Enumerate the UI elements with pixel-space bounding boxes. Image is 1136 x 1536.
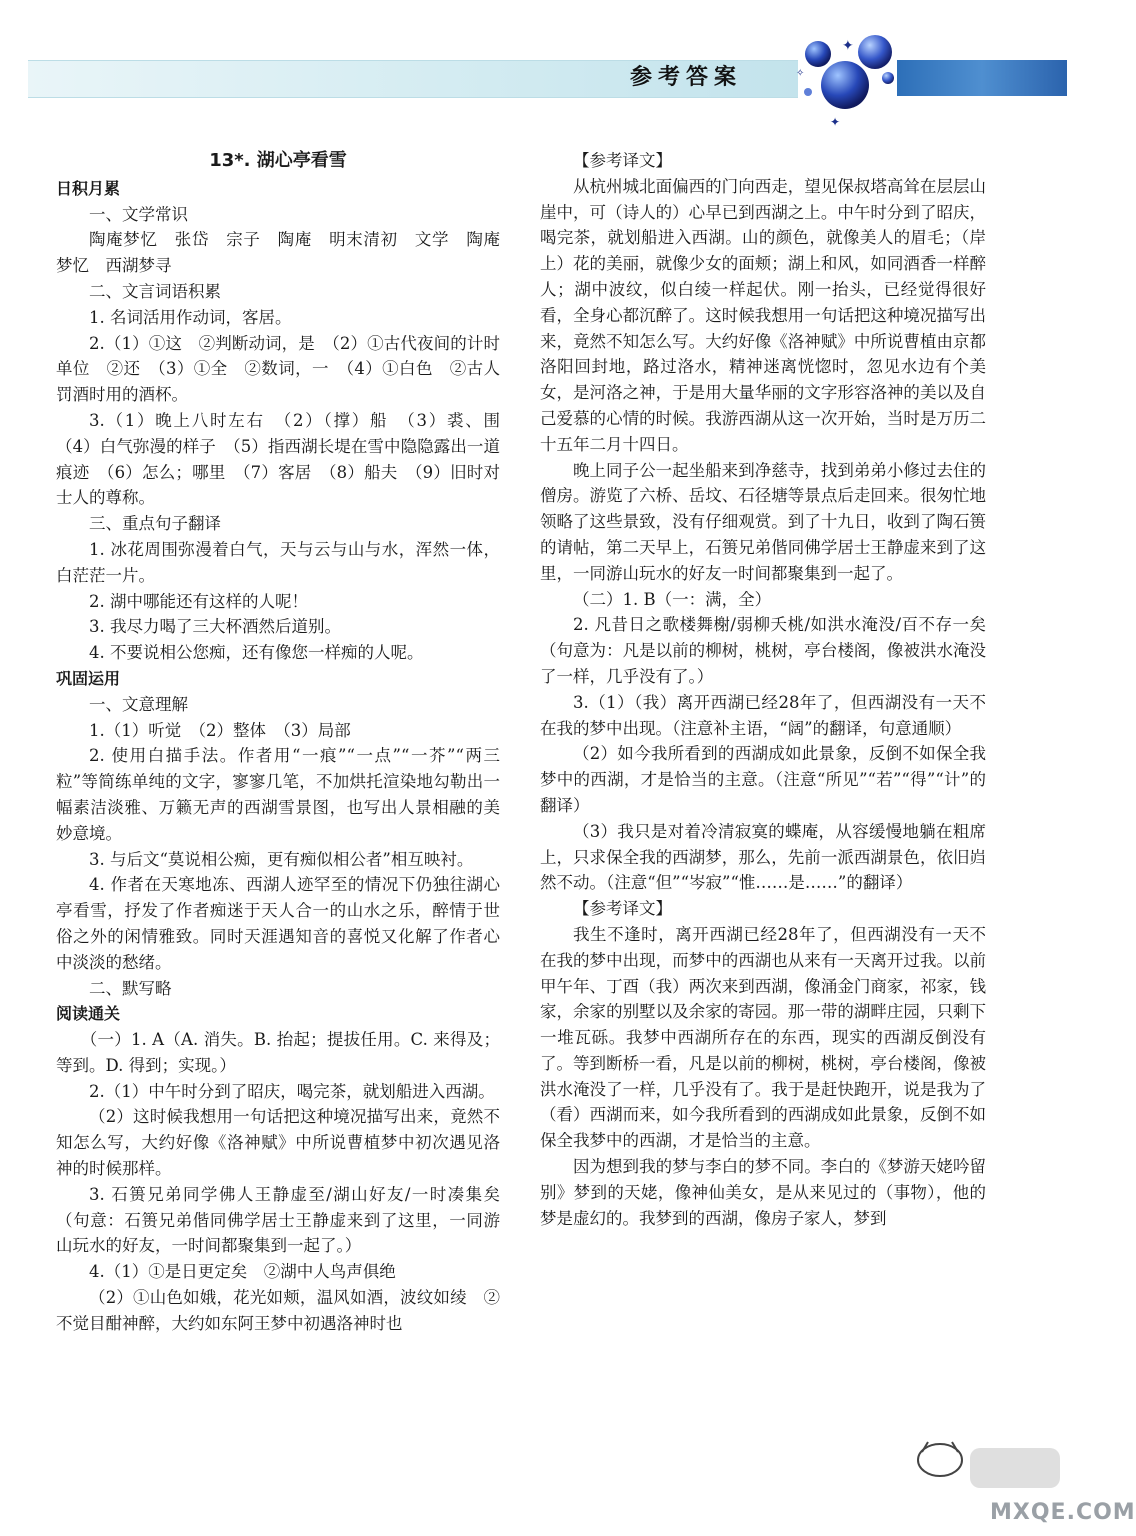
right-column xyxy=(540,148,986,1231)
answer-text: 3. 与后文“莫说相公痴，更有痴似相公者”相互映衬。 xyxy=(89,849,474,869)
answer-text: （一）1. A（A. 消失。B. 抬起；提拔任用。C. 来得及；等到。D. 得到；实现。） xyxy=(56,1030,500,1075)
page-header xyxy=(0,0,1088,130)
svg-text:✧: ✧ xyxy=(796,68,805,79)
translation-text: 我生不逢时，离开西湖已经28年了，但西湖没有一天不在我的梦中出现，而梦中的西湖也从来有一天离开过我。以前甲午年、丁酉（我）两次来到西湖，像涌金门商家，祁家，钱家，余家的别墅以及余家的寄园。那一带的湖畔庄园，只剩下一堆瓦砾。我梦中西湖所存在的东西，现实的西湖反倒没有了。等到断桥一看，凡是以前的柳树，桃树，亭台楼阁，像被洪水淹没了一样，几乎没有了。我于是赶快跑开，说是我为了（看）西湖而来，如今我所看到的西湖成如此景象，反倒不如保全我梦中的西湖，才是恰当的主意。 xyxy=(540,924,986,1151)
answer-text: 1. 名词活用作动词，客居。 xyxy=(89,307,292,327)
section-heading: 阅读通关 xyxy=(56,1004,121,1024)
subheading: 三、重点句子翻译 xyxy=(89,514,221,534)
answer-text: 3. 石篑兄弟同学佛人王静虚至/湖山好友/一时凑集矣（句意：石篑兄弟偕同佛学居士王静虚来到了这里，一同游山玩水的好友，一时间都聚集到一起了。） xyxy=(56,1184,500,1256)
answer-text: 2. 凡昔日之歌楼舞榭/弱柳夭桃/如洪水淹没/百不存一矣（句意为：凡是以前的柳树，桃树，亭台楼阁，像被洪水淹没了一样，几乎没有了。） xyxy=(540,615,986,686)
section-heading: 日积月累 xyxy=(56,178,121,198)
answer-text: 2. 湖中哪能还有这样的人呢！ xyxy=(89,591,308,611)
answer-text: 3.（1）晚上八时左右 （2）（撑）船 （3）裘、围 （4）白气弥漫的样子 （5）指西湖长堤在雪中隐隐露出一道痕迹 （6）怎么；哪里 （7）客居 （8）船夫 （9）旧时对士人的尊称。 xyxy=(56,410,517,508)
answer-text: （3）我只是对着冷清寂寞的蝶庵，从容缓慢地躺在粗席上，只求保全我的西湖梦，那么，先前一派西湖景色，依旧岿然不动。（注意“但”“岑寂”“惟……是……”的翻译） xyxy=(540,821,986,893)
answer-text: （2）如今我所看到的西湖成如此景象，反倒不如保全我梦中的西湖，才是恰当的主意。（注意“所见”“若”“得”“计”的翻译） xyxy=(540,744,986,815)
answer-text: 2.（1）①这 ②判断动词，是 （2）①古代夜间的计时单位 ②还 （3）①全 ②数词，一 （4）①白色 ②古人罚酒时用的酒杯。 xyxy=(56,333,500,405)
answer-text: 2. 使用白描手法。作者用“一痕”“一点”“一芥”“两三粒”等简练单纯的文字，寥寥几笔，不加烘托渲染地勾勒出一幅素洁淡雅、万籁无声的西湖雪景图，也写出人景相融的美妙意境。 xyxy=(56,746,500,843)
planets-icon xyxy=(790,30,910,130)
header-title: 参考答案 xyxy=(630,65,743,90)
answer-text: 2.（1）中午时分到了昭庆，喝完茶，就划船进入西湖。 xyxy=(89,1081,495,1101)
lesson-title: 13*. 湖心亭看雪 xyxy=(209,150,347,171)
answer-text: （2）①山色如娥，花光如颊，温风如酒，波纹如绫 ②不觉目酣神醉，大约如东阿王梦中初遇洛神时也 xyxy=(56,1288,500,1333)
left-column xyxy=(56,148,517,1337)
answer-text: 4.（1）①是日更定矣 ②湖中人鸟声俱绝 xyxy=(89,1262,396,1282)
answer-text: （2）这时候我想用一句话把这种境况描写出来，竟然不知怎么写，大约好像《洛神赋》中所说曹植梦中初次遇见洛神的时候那样。 xyxy=(56,1107,500,1179)
answer-text: 1. 冰花周围弥漫着白气，天与云与山与水，浑然一体，白茫茫一片。 xyxy=(56,539,500,585)
answer-text: 3.（1）（我）离开西湖已经28年了，但西湖没有一天不在我的梦中出现。（注意补主语，“阔”的翻译，句意通顺） xyxy=(540,692,986,738)
answer-text: 4. 作者在天寒地冻、西湖人迹罕至的情况下仍独往湖心亭看雪，抒发了作者痴迷于天人合一的山水之乐，醉情于世俗之外的闲情雅致。同时天涯遇知音的喜悦又化解了作者心中淡淡的愁绪。 xyxy=(56,875,500,972)
answer-text: 陶庵梦忆 张岱 宗子 陶庵 明末清初 文学 陶庵梦忆 西湖梦寻 xyxy=(56,230,500,276)
answer-text: 4. 不要说相公您痴，还有像您一样痴的人呢。 xyxy=(89,643,424,663)
answer-text: （二）1. B（一：满，全） xyxy=(573,589,772,609)
subheading: 二、默写略 xyxy=(89,978,172,998)
translation-text: 晚上同子公一起坐船来到净慈寺，找到弟弟小修过去住的僧房。游览了六桥、岳坟、石径塘等景点后走回来。很匆忙地领略了这些景致，没有仔细观赏。到了十九日，收到了陶石篑的请帖，第二天早上，石篑兄弟偕同佛学居士王静虚来到了这里，一同游山玩水的好友一时间都聚集到一起了。 xyxy=(540,460,986,583)
reference-translation-label: 【参考译文】 xyxy=(573,151,672,170)
svg-text:✦: ✦ xyxy=(842,38,854,54)
translation-text: 从杭州城北面偏西的门向西走，望见保叔塔高耸在层层山崖中，可（诗人的）心早已到西湖之上。中午时分到了昭庆，喝完茶，就划船进入西湖。山的颜色，就像美人的眉毛；（岸上）花的美丽，就像少女的面颊；湖上和风，如同酒香一样醉人；湖中波纹，似白绫一样起伏。刚一抬头，已经觉得很好看，全身心都沉醉了。这时候我想用一句话把这种境况描写出来，竟然不知怎么写。大约好像《洛神赋》中所说曹植由京都洛阳回封地，路过洛水，精神迷离恍惚时，忽见水边有个美女，是河洛之神，于是用大量华丽的文字形容洛神的美以及自己爱慕的心情的时候。我游西湖从这一次开始，当时是万历二十五年二月十四日。 xyxy=(540,176,986,454)
watermark-text: MXQE.COM xyxy=(990,1500,1136,1525)
subheading: 一、文学常识 xyxy=(89,204,188,224)
subheading: 二、文言词语积累 xyxy=(89,281,221,301)
answer-text: 1.（1）听觉 （2）整体 （3）局部 xyxy=(89,720,351,740)
header-banner-right xyxy=(897,60,1067,96)
answer-text: 3. 我尽力喝了三大杯酒然后道别。 xyxy=(89,617,341,637)
section-heading: 巩固运用 xyxy=(56,668,121,688)
subheading: 一、文意理解 xyxy=(89,694,188,714)
svg-text:✦: ✦ xyxy=(830,115,841,129)
reference-translation-label: 【参考译文】 xyxy=(573,899,672,919)
translation-text: 因为想到我的梦与李白的梦不同。李白的《梦游天姥吟留别》梦到的天姥，像神仙美女，是从来见过的（事物），他的梦是虚幻的。我梦到的西湖，像房子家人，梦到 xyxy=(540,1157,986,1228)
